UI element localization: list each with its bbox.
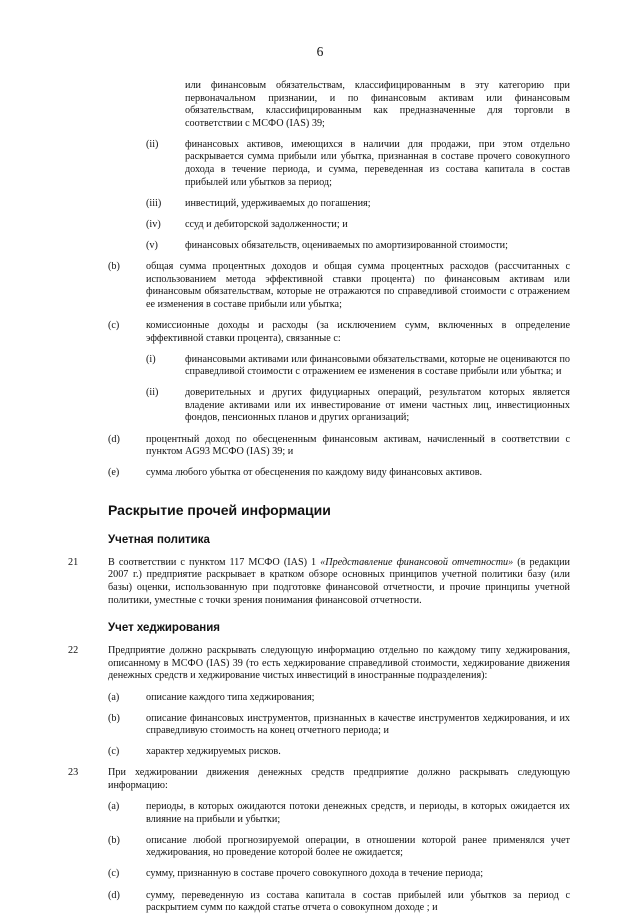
list-item-ii: (ii) финансовых активов, имеющихся в наличии для продажи, при этом отдельно раскрывается сумма прибыли или убытка, признанная в составе прочего совокупного дохода в течение периода, и сумма, переведенная из состава капитала в состав прибылей или убытков за период; [146,138,570,188]
list-item-c: (c) сумму, признанную в составе прочего совокупного дохода в течение периода; [108,868,484,880]
list-item-iii: (iii) инвестиций, удерживаемых до погашения; [146,197,371,209]
paragraph-21: 21 В соответствии с пунктом 117 МСФО (IAS) 1 «Представление финансовой отчетности» (в редакции 2007 г.) предприятие раскрывает в кратком обзоре основных принципов учетной политики базу (или базы) оценки, использованную при подготовке финансовой отчетности, и прочие принципы учетной политики, уместные с точки зрения понимания финансовой отчетности. [68,556,571,606]
list-item-d: (d) процентный доход по обесцененным финансовым активам, начисленный в соответствии с пунктом AG93 МСФО (IAS) 39; и [108,433,570,458]
page-number: 6 [316,44,324,59]
subsection-title-policy: Учетная политика [108,533,210,546]
document-body [0,80,640,915]
list-item-continuation: или финансовым обязательствам, классифицированным в эту категорию при первоначальном признании, и по финансовым активам или финансовым обязательствам, классифицированным как предназначенные для торговли в соответствии с МСФО (IAS) 39; [185,80,570,129]
list-item-i: (i) финансовыми активами или финансовыми обязательствами, которые не оцениваются по справедливой стоимости с отражением ее изменения в составе прибыли или убытка; и [146,353,570,378]
list-item-c: (c) характер хеджируемых рисков. [108,746,281,758]
paragraph-23: 23 При хеджировании движения денежных средств предприятие должно раскрывать следующую информацию: [68,767,570,791]
paragraph-22: 22 Предприятие должно раскрывать следующую информацию отдельно по каждому типу хеджирования, описанному в МСФО (IAS) 39 (то есть хеджирование справедливой стоимости, хеджирование движения денежных средств и хеджирование чистых инвестиций в иностранные подразделения): [68,645,570,682]
list-item-b: (b) общая сумма процентных доходов и общая сумма процентных расходов (рассчитанных с использованием метода эффективной ставки процента) по финансовым активам или финансовым обязательствам, которые не отражаются по справедливой стоимости с отражением ее изменения в составе прибыли или убытка; [108,261,570,310]
list-item-a: (a) периоды, в которых ожидаются потоки денежных средств, и периоды, в которых ожидается их влияние на прибыли и убытки; [108,801,570,825]
list-item-b: (b) описание финансовых инструментов, признанных в качестве инструментов хеджирования, и их справедливую стоимость на конец отчетного периода; и [108,712,570,737]
list-item-v: (v) финансовых обязательств, оцениваемых по амортизированной стоимости; [146,239,508,251]
section-title: Раскрытие прочей информации [108,501,331,518]
list-item-e: (e) сумма любого убытка от обесценения по каждому виду финансовых активов. [108,467,483,479]
list-item-a: (a) описание каждого типа хеджирования; [108,691,315,703]
list-item-d: (d) сумму, переведенную из состава капитала в состав прибылей или убытков за период с раскрытием сумм по каждой статье отчета о совокупном доходе ; и [108,889,570,914]
list-item-iv: (iv) ссуд и дебиторской задолженности; и [146,218,348,230]
list-item-ii: (ii) доверительных и других фидуциарных операций, результатом которых является владение активами или их инвестирование от имени частных лиц, инвестиционных фондов, пенсионных планов и других организаций; [146,387,570,424]
list-item-c: (c) комиссионные доходы и расходы (за исключением сумм, включенных в определение эффективной ставки процента), связанные с: [108,319,570,344]
subsection-title-hedging: Учет хеджирования [108,622,221,635]
list-item-b: (b) описание любой прогнозируемой операции, в отношении которой ранее применялся учет хеджирования, но проведение которой более не ожидается; [108,834,570,859]
